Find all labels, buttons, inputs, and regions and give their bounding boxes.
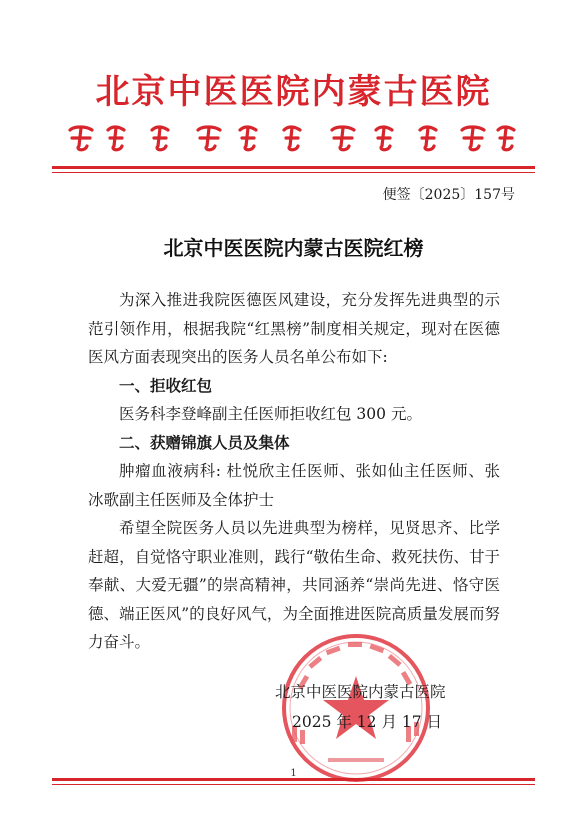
section-1-heading: 一、拒收红包 xyxy=(119,376,213,395)
footer-rule-thin xyxy=(52,784,535,785)
signature-org-name: 北京中医医院内蒙古医院 xyxy=(275,683,446,701)
document-reference-number: 便签〔2025〕157号 xyxy=(382,187,515,203)
section-1-text: 医务科李登峰副主任医师拒收红包 300 元。 xyxy=(119,405,422,423)
document-body xyxy=(88,286,500,657)
section-2-text: 肿瘤血液病科: 杜悦欣主任医师、张如仙主任医师、张冰歌副主任医师及全体护士 xyxy=(88,462,500,509)
letterhead-rule-thin xyxy=(52,172,535,173)
letterhead-rule-top xyxy=(52,166,535,169)
mongolian-script-icon xyxy=(62,120,522,154)
letterhead-org-name: 北京中医医院内蒙古医院 xyxy=(95,72,492,112)
section-2-heading: 二、获赠锦旗人员及集体 xyxy=(119,433,290,452)
closing-paragraph: 希望全院医务人员以先进典型为榜样，见贤思齐、比学赶超，自觉恪守职业准则，践行“敬佑生命、救死扶伤、甘于奉献、大爱无疆”的崇高精神，共同涵养“崇尚先进、恪守医德、端正医风”的良好风气，为全面推进医院高质量发展而努力奋斗。 xyxy=(88,519,500,651)
red-star-seal-icon xyxy=(278,630,434,786)
document-title: 北京中医医院内蒙古医院红榜 xyxy=(163,236,424,260)
page-number: 1 xyxy=(290,768,297,779)
signature-date: 2025 年 12 月 17 日 xyxy=(292,713,443,731)
intro-paragraph: 为深入推进我院医德医风建设，充分发挥先进典型的示范引领作用，根据我院“红黑榜”制度相关规定，现对在医德医风方面表现突出的医务人员名单公布如下: xyxy=(88,291,500,366)
